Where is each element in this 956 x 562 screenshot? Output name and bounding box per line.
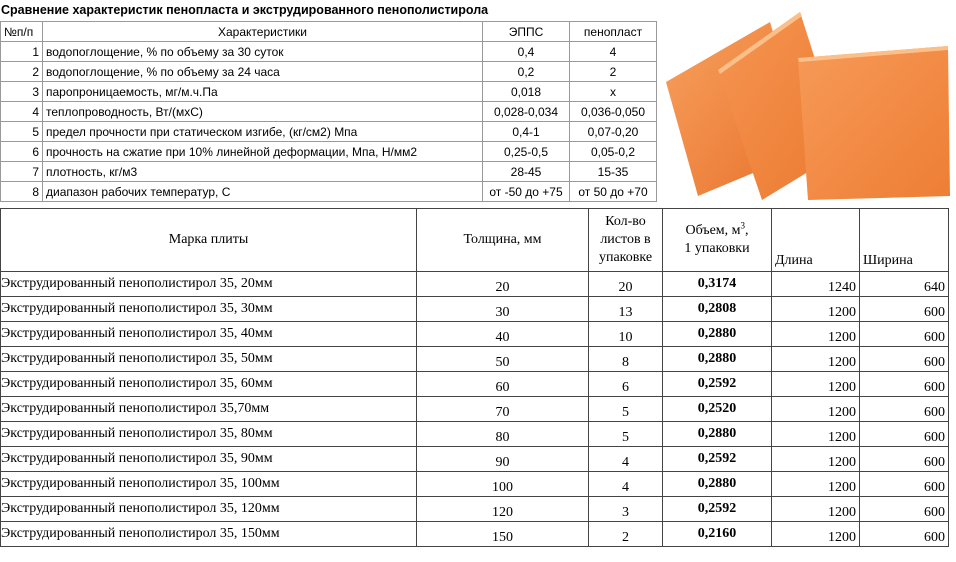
product-volume: 0,2592 [663, 447, 772, 472]
product-width: 600 [860, 397, 949, 422]
product-name: Экструдированный пенополистирол 35, 20мм [1, 272, 417, 297]
header-sheet-count: Кол-во листов в упаковке [589, 209, 663, 272]
product-volume: 0,3174 [663, 272, 772, 297]
comparison-table [0, 21, 657, 202]
product-length: 1200 [772, 422, 860, 447]
product-width: 600 [860, 422, 949, 447]
product-volume: 0,2160 [663, 522, 772, 547]
comparison-row [1, 82, 657, 102]
row-index: 5 [1, 122, 43, 142]
product-thickness: 90 [417, 447, 589, 472]
product-length: 1200 [772, 372, 860, 397]
header-epps: ЭППС [483, 22, 570, 42]
comparison-row [1, 142, 657, 162]
product-volume: 0,2592 [663, 497, 772, 522]
row-epps-value: 0,4-1 [483, 122, 570, 142]
product-length: 1200 [772, 297, 860, 322]
product-thickness: 100 [417, 472, 589, 497]
header-index: №п/п [1, 22, 43, 42]
product-thickness: 120 [417, 497, 589, 522]
header-width: Ширина [860, 209, 949, 272]
row-index: 7 [1, 162, 43, 182]
row-epps-value: 0,2 [483, 62, 570, 82]
comparison-title: Сравнение характеристик пенопласта и экструдированного пенополистирола [1, 3, 489, 17]
header-volume-sup: 3 [740, 220, 746, 231]
row-epps-value: 0,25-0,5 [483, 142, 570, 162]
product-thickness: 150 [417, 522, 589, 547]
row-foam-value: от 50 до +70 [570, 182, 657, 202]
product-row [1, 497, 949, 522]
row-foam-value: 0,036-0,050 [570, 102, 657, 122]
product-name: Экструдированный пенополистирол 35, 120мм [1, 497, 417, 522]
product-volume: 0,2880 [663, 472, 772, 497]
product-width: 600 [860, 522, 949, 547]
product-row [1, 297, 949, 322]
header-length: Длина [772, 209, 860, 272]
product-width: 600 [860, 372, 949, 397]
product-length: 1200 [772, 347, 860, 372]
product-name: Экструдированный пенополистирол 35,70мм [1, 397, 417, 422]
product-width: 600 [860, 297, 949, 322]
product-sheet-count: 13 [589, 297, 663, 322]
product-sheet-count: 3 [589, 497, 663, 522]
product-volume: 0,2520 [663, 397, 772, 422]
product-row [1, 397, 949, 422]
row-index: 1 [1, 42, 43, 62]
row-index: 2 [1, 62, 43, 82]
product-width: 640 [860, 272, 949, 297]
product-row [1, 347, 949, 372]
row-characteristic: плотность, кг/м3 [43, 162, 483, 182]
row-foam-value: 15-35 [570, 162, 657, 182]
product-thickness: 80 [417, 422, 589, 447]
product-sheet-count: 2 [589, 522, 663, 547]
product-name: Экструдированный пенополистирол 35, 100мм [1, 472, 417, 497]
product-volume: 0,2592 [663, 372, 772, 397]
products-header-row [1, 209, 949, 272]
product-length: 1200 [772, 447, 860, 472]
row-characteristic: паропроницаемость, мг/м.ч.Па [43, 82, 483, 102]
row-epps-value: 0,018 [483, 82, 570, 102]
row-foam-value: 2 [570, 62, 657, 82]
header-foam: пенопласт [570, 22, 657, 42]
board-front [798, 46, 950, 200]
product-length: 1200 [772, 322, 860, 347]
products-table [0, 208, 949, 547]
product-width: 600 [860, 472, 949, 497]
foam-boards-image [658, 0, 956, 205]
product-thickness: 50 [417, 347, 589, 372]
product-name: Экструдированный пенополистирол 35, 90мм [1, 447, 417, 472]
comparison-row [1, 42, 657, 62]
header-volume: Объем, $м^3$, 1 упаковки [663, 209, 772, 272]
row-index: 4 [1, 102, 43, 122]
product-sheet-count: 4 [589, 447, 663, 472]
row-foam-value: х [570, 82, 657, 102]
row-epps-value: 28-45 [483, 162, 570, 182]
product-thickness: 20 [417, 272, 589, 297]
product-name: Экструдированный пенополистирол 35, 60мм [1, 372, 417, 397]
product-length: 1200 [772, 497, 860, 522]
row-characteristic: прочность на сжатие при 10% линейной деформации, Мпа, Н/мм2 [43, 142, 483, 162]
product-name: Экструдированный пенополистирол 35, 50мм [1, 347, 417, 372]
row-epps-value: 0,4 [483, 42, 570, 62]
header-volume-main: Объем, м [685, 223, 741, 238]
row-characteristic: диапазон рабочих температур, С [43, 182, 483, 202]
product-name: Экструдированный пенополистирол 35, 150мм [1, 522, 417, 547]
product-row [1, 447, 949, 472]
product-row [1, 422, 949, 447]
row-epps-value: 0,028-0,034 [483, 102, 570, 122]
product-length: 1200 [772, 522, 860, 547]
product-sheet-count: 5 [589, 422, 663, 447]
product-width: 600 [860, 347, 949, 372]
product-width: 600 [860, 497, 949, 522]
product-row [1, 372, 949, 397]
product-width: 600 [860, 447, 949, 472]
product-sheet-count: 5 [589, 397, 663, 422]
product-width: 600 [860, 322, 949, 347]
comparison-header-row [1, 22, 657, 42]
row-characteristic: теплопроводность, Вт/(мхС) [43, 102, 483, 122]
row-foam-value: 4 [570, 42, 657, 62]
row-characteristic: предел прочности при статическом изгибе, (кг/см2) Мпа [43, 122, 483, 142]
product-row [1, 522, 949, 547]
product-volume: 0,2880 [663, 422, 772, 447]
product-volume: 0,2880 [663, 347, 772, 372]
products-section [0, 208, 948, 547]
product-sheet-count: 8 [589, 347, 663, 372]
header-characteristic: Характеристики [43, 22, 483, 42]
product-name: Экструдированный пенополистирол 35, 40мм [1, 322, 417, 347]
product-sheet-count: 4 [589, 472, 663, 497]
comparison-row [1, 122, 657, 142]
product-row [1, 472, 949, 497]
product-length: 1200 [772, 397, 860, 422]
product-volume: 0,2808 [663, 297, 772, 322]
comparison-row [1, 102, 657, 122]
row-index: 3 [1, 82, 43, 102]
row-index: 8 [1, 182, 43, 202]
header-thickness: Толщина, мм [417, 209, 589, 272]
product-name: Экструдированный пенополистирол 35, 30мм [1, 297, 417, 322]
product-sheet-count: 20 [589, 272, 663, 297]
product-volume: 0,2880 [663, 322, 772, 347]
product-thickness: 70 [417, 397, 589, 422]
row-epps-value: от -50 до +75 [483, 182, 570, 202]
product-sheet-count: 6 [589, 372, 663, 397]
header-volume-tail: 1 упаковки [684, 241, 750, 256]
comparison-section [0, 0, 656, 202]
comparison-row [1, 182, 657, 202]
product-name: Экструдированный пенополистирол 35, 80мм [1, 422, 417, 447]
row-index: 6 [1, 142, 43, 162]
product-row [1, 272, 949, 297]
row-foam-value: 0,05-0,2 [570, 142, 657, 162]
product-row [1, 322, 949, 347]
row-characteristic: водопоглощение, % по объему за 24 часа [43, 62, 483, 82]
row-foam-value: 0,07-0,20 [570, 122, 657, 142]
row-characteristic: водопоглощение, % по объему за 30 суток [43, 42, 483, 62]
product-length: 1200 [772, 472, 860, 497]
comparison-row [1, 162, 657, 182]
product-sheet-count: 10 [589, 322, 663, 347]
product-thickness: 40 [417, 322, 589, 347]
product-length: 1240 [772, 272, 860, 297]
foam-boards-illustration [658, 0, 956, 205]
product-thickness: 60 [417, 372, 589, 397]
comparison-row [1, 62, 657, 82]
header-brand: Марка плиты [1, 209, 417, 272]
product-thickness: 30 [417, 297, 589, 322]
